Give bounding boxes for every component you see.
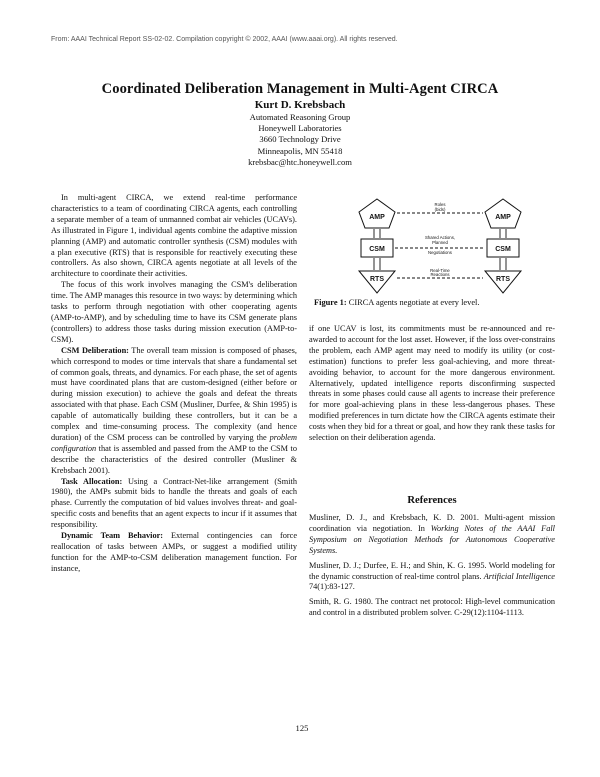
amp-right-label: AMP — [495, 214, 511, 221]
dynamic-team-paragraph — [51, 531, 297, 575]
author-email: krebsbac@htc.honeywell.com — [248, 156, 352, 167]
figure-caption-label: Figure 1: — [314, 298, 347, 307]
author-street: 3660 Technology Drive — [259, 134, 341, 145]
source-line: From: AAAI Technical Report SS-02-02. Compilation copyright © 2002, AAAI (www.aaai.org). All rights reserved. — [51, 36, 398, 43]
reference-text: Smith, R. G. 1980. The contract net protocol: High-level communication and control in a distributed problem solver. C-29(12):1104-1113. — [309, 597, 555, 618]
reference-text-post: 74(1):83-127. — [309, 582, 355, 592]
rts-right-label: RTS — [496, 276, 510, 283]
dynamic-team-text: External contingencies can force reallocation of tasks between AMPs, or suggest a modified utility function for the AMP-to-CSM deliberation management function. For instance, — [51, 531, 298, 573]
references-list — [309, 513, 555, 623]
reference-item — [309, 597, 555, 619]
author-name: Kurt D. Krebsbach — [254, 99, 346, 111]
amp-left-label: AMP — [369, 214, 385, 221]
csm-deliberation-italic: problem configuration — [51, 432, 297, 453]
page-number: 125 — [295, 723, 309, 733]
csm-deliberation-text: The overall team mission is composed of phases, which correspond to modes or time intervals that share a fundamental set of common goals, threats, and dynamics. For each phase, the set of agents must have coordinated plans that are custom-designed (either before or during mission execution) to achieve the goals and defeat the threats associated with that phase. Each CSM (Musliner, Durfee, & Shin 1995) is capable of automatically building these controllers, but it can be a complex and time-consuming process. The complexity (and hence duration) of the CSM process can be controlled by varying the — [51, 345, 297, 442]
task-allocation-paragraph — [51, 477, 297, 532]
shared-actions-label: Shared Actions, — [424, 235, 456, 240]
csm-deliberation-heading: CSM Deliberation: — [61, 345, 129, 355]
csm-left-label: CSM — [369, 246, 385, 253]
roles-label: Roles — [434, 202, 446, 207]
dynamic-team-heading: Dynamic Team Behavior: — [61, 531, 164, 541]
reference-text: Musliner, D. J., and Krebsbach, K. D. 2001. Multi-agent mission coordination via negotiation. In — [309, 513, 555, 533]
figure-caption — [314, 298, 554, 308]
author-organization: Honeywell Laboratories — [258, 123, 342, 134]
real-time-label: Real-Time — [430, 268, 450, 273]
circa-architecture-figure — [355, 198, 525, 300]
task-allocation-text: Using a Contract-Net-like arrangement (Smith 1980), the AMPs submit bids to handle the threats and goals of each phase. Currently the computation of bid values involves threat- and goal-specific costs and benefits that an agent expects to incur if it assumes that responsibility. — [51, 476, 297, 530]
author-block — [150, 99, 450, 168]
intro-paragraph-2: The focus of this work involves managing the CSM's deliberation time. The AMP manages this resource in two ways: by determining which tasks to perform through negotiation with other cooperating agents (AMP-to-AMP), and by scheduling time to have its CSM generate plans (controllers) to address those tasks during mission execution (AMP-to-CSM). — [51, 280, 297, 344]
task-allocation-heading: Task Allocation: — [61, 476, 123, 486]
paper-title: Coordinated Deliberation Management in Multi-Agent CIRCA — [101, 81, 499, 97]
reference-item — [309, 513, 555, 557]
right-column — [309, 324, 555, 444]
author-city: Minneapolis, MN 55418 — [257, 145, 343, 156]
reactions-label: Reactions — [430, 272, 450, 277]
planned-label: Planned — [432, 240, 448, 245]
csm-deliberation-paragraph — [51, 346, 297, 477]
csm-right-label: CSM — [495, 246, 511, 253]
references-heading: References — [407, 495, 457, 506]
bids-label: (bids) — [434, 207, 446, 212]
reference-text: Musliner, D. J.; Durfee, E. H.; and Shin, K. G. 1995. World modeling for the dynamic construction of real-time control plans. — [309, 560, 555, 581]
left-column — [51, 193, 297, 575]
csm-deliberation-text-2: that is assembled and passed from the AMP to the CSM to describe the characteristics of the desired controller (Musliner & Krebsbach 2001). — [51, 443, 297, 475]
reference-item — [309, 561, 555, 594]
negotiations-label: Negotiations — [428, 250, 452, 255]
reference-italic: Working Notes of the AAAI Fall Symposium on Negotiation Methods for Autonomous Cooperative Systems. — [309, 523, 555, 555]
intro-paragraph-1: In multi-agent CIRCA, we extend real-time performance characteristics to a team of coordinating CIRCA agents, each controlling a separate member of a team of unmanned combat air vehicles (UCAVs). As illustrated in Figure 1, individual agents combine the adaptive mission planning (AMP) and automatic controller synthesis (CSM) modules with a plan executive (RTS) that is responsible for reactively executing these controllers. As also shown, CIRCA agents negotiate at all levels of the architecture to coordinate their activities. — [51, 193, 297, 279]
rts-left-label: RTS — [370, 276, 384, 283]
right-column-paragraph: if one UCAV is lost, its commitments must be re-announced and re-awarded to account for the lost asset. However, if the loss over-constrains the problem, each AMP agent may need to modify its utility (or cost-estimation) functions to prefer less goal-achieving, and more threat-avoiding behavior, to account for the more dangerous environment. Alternatively, updated intelligence reports disconfirming suspected threats in some phases could cause all agents to increase their preference for more goal-achieving plans in these less-dangerous phases. These modified preferences in turn dictate how the CIRCA agents estimate their costs when they bid for a threat or goal, and how they rank these tasks for selection on their deliberation agenda. — [309, 324, 555, 443]
reference-italic: Artificial Intelligence — [483, 571, 555, 581]
author-affiliation: Automated Reasoning Group — [249, 112, 351, 122]
figure-caption-text: CIRCA agents negotiate at every level. — [346, 298, 480, 307]
